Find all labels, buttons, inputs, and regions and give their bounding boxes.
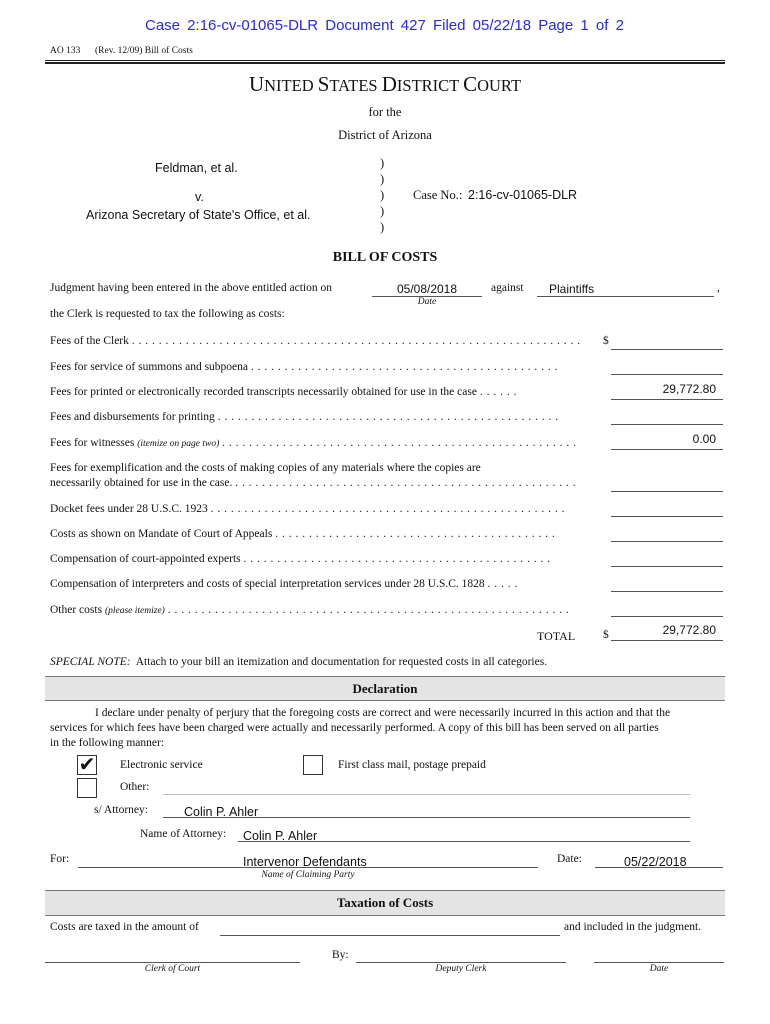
cost-label-transcripts: Fees for printed or electronically recorded transcripts necessarily obtained for use in the case . . . . . .	[50, 386, 517, 398]
checkmark-icon: ✔	[78, 754, 96, 776]
court-title-part4: OURT	[477, 76, 522, 95]
court-title-part1: NITED	[264, 76, 318, 95]
cost-line-service-fees	[611, 374, 723, 375]
cost-label-printing: Fees and disbursements for printing . . . . . . . . . . . . . . . . . . . . . . . . . . . . . . . . . . . . . . . . . . . . . . . . . . .	[50, 411, 559, 423]
cost-label-clerk-fees: Fees of the Clerk . . . . . . . . . . . . . . . . . . . . . . . . . . . . . . . . . . . . . . . . . . . . . . . . . . . . . . . . . . . . . . . . . . .	[50, 335, 581, 347]
case-number: 2:16-cv-01065-DLR	[468, 188, 578, 202]
case-no-label: Case No.:	[413, 188, 463, 202]
electronic-service-checkbox[interactable]	[77, 755, 97, 775]
cost-line-experts	[611, 566, 723, 567]
court-title-s: S	[317, 72, 330, 96]
taxation-heading: Taxation of Costs	[45, 890, 725, 916]
court-title-u: U	[248, 72, 265, 96]
against-party-line	[537, 296, 714, 297]
declaration-heading: Declaration	[45, 676, 725, 701]
electronic-service-label: Electronic service	[120, 759, 203, 771]
cost-label-docket-fees: Docket fees under 28 U.S.C. 1923 . . . . . . . . . . . . . . . . . . . . . . . . . . . . . . . . . . . . . . . . . . . . . . . . . . . . .	[50, 503, 566, 515]
cost-label-other: Other costs (please itemize) . . . . . . . . . . . . . . . . . . . . . . . . . . . . . . . . . . . . . . . . . . . . . . . . . . . . . . . . . . . .	[50, 604, 570, 616]
declaration-text-2: services for which fees have been charged were actually and necessarily performed. A copy of this bill has been served on all parties	[50, 722, 659, 734]
cost-value-witnesses[interactable]: 0.00	[692, 432, 716, 446]
claiming-party-caption: Name of Claiming Party	[261, 870, 355, 880]
cost-line-docket-fees	[611, 516, 723, 517]
cost-line-mandate	[611, 541, 723, 542]
caption-paren: )	[380, 188, 385, 202]
cost-value-transcripts[interactable]: 29,772.80	[662, 382, 716, 396]
cost-label-interpreters: Compensation of interpreters and costs of special interpretation services under 28 U.S.C. 1828 . . . . .	[50, 578, 518, 590]
form-revision: (Rev. 12/09) Bill of Costs	[95, 46, 193, 56]
plaintiff-name: Feldman, et al.	[155, 161, 238, 175]
deputy-clerk-line[interactable]	[356, 962, 566, 963]
total-value[interactable]: 29,772.80	[662, 623, 716, 637]
cost-line-clerk-fees	[611, 349, 723, 350]
taxation-date-line[interactable]	[594, 962, 724, 963]
cost-line-exemplification	[611, 491, 723, 492]
cost-label-exemplification-2: necessarily obtained for use in the case. . . . . . . . . . . . . . . . . . . . . . . . . . . . . . . . . . . . . . . . . . . . . . . . . . . .	[50, 477, 577, 489]
taxation-date-caption: Date	[649, 964, 669, 974]
for-the: for the	[368, 105, 402, 119]
declaration-date-field[interactable]: 05/22/2018	[624, 855, 687, 869]
caption-paren: )	[380, 172, 385, 186]
clerk-of-court-caption: Clerk of Court	[144, 964, 201, 974]
special-note: SPECIAL NOTE: Attach to your bill an itemization and documentation for requested costs in all categories.	[50, 656, 548, 668]
declaration-date-label: Date:	[557, 853, 582, 865]
caption-paren: )	[380, 220, 385, 234]
case-header-stamp: Case 2:16-cv-01065-DLR Document 427 Filed 05/22/18 Page 1 of 2	[145, 17, 624, 34]
first-class-mail-checkbox[interactable]	[303, 755, 323, 775]
top-rule-thin	[45, 60, 725, 61]
defendant-name: Arizona Secretary of State's Office, et al.	[86, 208, 311, 222]
court-title-part2: TATES	[329, 76, 382, 95]
for-label: For:	[50, 853, 70, 865]
claiming-party-field[interactable]: Intervenor Defendants	[243, 855, 367, 869]
dollar-sign: $	[603, 335, 609, 347]
other-service-checkbox[interactable]	[77, 778, 97, 798]
court-title	[0, 72, 770, 97]
other-service-label: Other:	[120, 781, 150, 793]
declaration-text-3: in the following manner:	[50, 737, 165, 749]
top-rule-thick	[45, 62, 725, 64]
form-id: AO 133	[50, 46, 81, 56]
cost-label-witnesses: Fees for witnesses (itemize on page two) . . . . . . . . . . . . . . . . . . . . . . . . . . . . . . . . . . . . . . . . . . . . . . . . . . . . .	[50, 437, 577, 449]
taxed-amount-label: Costs are taxed in the amount of	[50, 921, 199, 933]
caption-paren: )	[380, 204, 385, 218]
versus: v.	[195, 190, 204, 204]
attorney-name-label: Name of Attorney:	[140, 828, 227, 840]
court-title-d: D	[381, 72, 397, 96]
district-name: District of Arizona	[338, 128, 432, 142]
judgment-date-caption: Date	[417, 297, 437, 307]
by-label: By:	[332, 949, 349, 961]
cost-line-transcripts	[611, 399, 723, 400]
first-class-mail-label: First class mail, postage prepaid	[338, 759, 486, 771]
court-title-c: C	[463, 72, 478, 96]
included-in-judgment-text: and included in the judgment.	[564, 921, 702, 933]
caption-paren: )	[380, 156, 385, 170]
judgment-text: Judgment having been entered in the above entitled action on	[50, 282, 332, 294]
clerk-request-text: the Clerk is requested to tax the following as costs:	[50, 308, 285, 320]
cost-line-other	[611, 616, 723, 617]
attorney-signature-field[interactable]: Colin P. Ahler	[184, 805, 259, 819]
cost-label-mandate: Costs as shown on Mandate of Court of Appeals . . . . . . . . . . . . . . . . . . . . . . . . . . . . . . . . . . . . . . . . . .	[50, 528, 556, 540]
total-dollar-sign: $	[603, 629, 609, 641]
judgment-date-field[interactable]: 05/08/2018	[396, 282, 458, 296]
cost-line-interpreters	[611, 591, 723, 592]
cost-line-printing	[611, 424, 723, 425]
cost-label-service-fees: Fees for service of summons and subpoena . . . . . . . . . . . . . . . . . . . . . . . . . . . . . . . . . . . . . . . . . . . . . .	[50, 361, 559, 373]
attorney-name-field[interactable]: Colin P. Ahler	[243, 829, 318, 843]
clerk-of-court-line[interactable]	[45, 962, 300, 963]
judgment-comma: ,	[717, 282, 720, 294]
cost-label-experts: Compensation of court-appointed experts . . . . . . . . . . . . . . . . . . . . . . . . . . . . . . . . . . . . . . . . . . . . . .	[50, 553, 551, 565]
against-label: against	[491, 282, 524, 294]
against-party-field[interactable]: Plaintiffs	[549, 282, 595, 296]
bill-of-costs-title: BILL OF COSTS	[332, 250, 438, 265]
deputy-clerk-caption: Deputy Clerk	[435, 964, 487, 974]
total-label: TOTAL	[537, 629, 576, 643]
other-service-line[interactable]	[163, 794, 690, 795]
attorney-signature-label: s/ Attorney:	[94, 804, 148, 816]
taxed-amount-line[interactable]	[220, 935, 560, 936]
cost-label-exemplification: Fees for exemplification and the costs of making copies of any materials where the copies are	[50, 462, 481, 474]
declaration-text-1: I declare under penalty of perjury that the foregoing costs are correct and were necessarily incurred in this action and that the	[95, 707, 671, 719]
cost-line-witnesses	[611, 449, 723, 450]
court-title-part3: ISTRICT	[396, 76, 464, 95]
total-line	[611, 640, 723, 641]
